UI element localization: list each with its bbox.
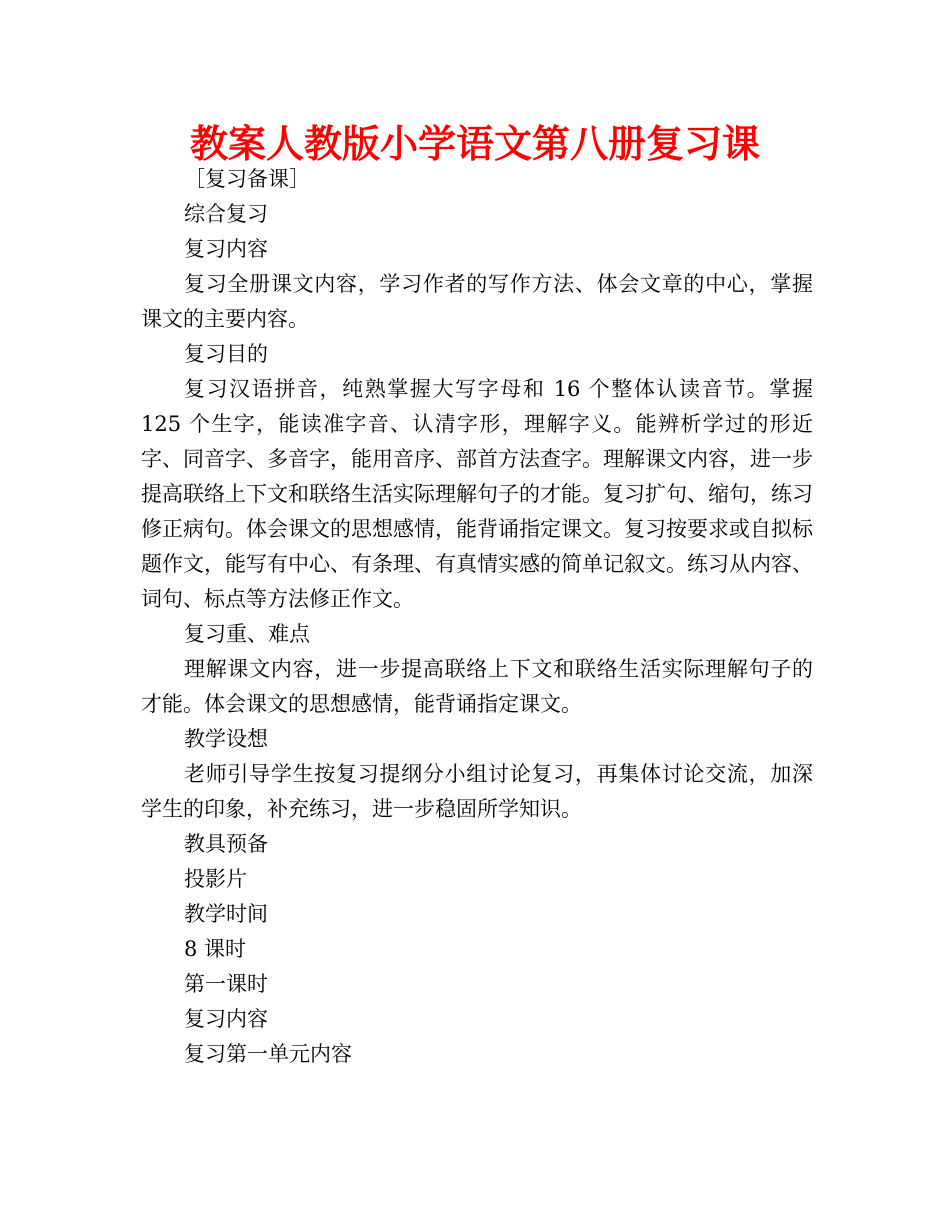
section-heading: 复习内容 [184,1007,268,1031]
section-heading: 第一课时 [184,972,268,996]
document-body [141,162,813,1072]
section-heading: 教具预备 [184,832,268,856]
paragraph: 复习汉语拼音，纯熟掌握大写字母和 16 个整体认读音节。掌握 125 个生字，能读准字音、认清字形，理解字义。能辨析学过的形近字、同音字、多音字，能用音序、部首方法查字。理解课文内容，进一步提高联络上下文和联络生活实际理解句子的才能。复习扩句、缩句，练习修正病句。体会课文的思想感情，能背诵指定课文。复习按要求或自拟标题作文，能写有中心、有条理、有真情实感的简单记叙文。练习从内容、词句、标点等方法修正作文。 [141,377,813,611]
text-line: 8 课时 [184,937,247,961]
section-heading: 复习重、难点 [184,622,310,646]
paragraph: 复习全册课文内容，学习作者的写作方法、体会文章的中心，掌握课文的主要内容。 [141,272,813,331]
text-line: 投影片 [184,867,247,891]
section-label: ［复习备课］ [184,167,310,191]
document-title: 教案人教版小学语文第八册复习课 [189,122,760,166]
paragraph: 老师引导学生按复习提纲分小组讨论复习，再集体讨论交流，加深学生的印象，补充练习，进一步稳固所学知识。 [141,762,813,821]
text-line: 复习第一单元内容 [184,1042,352,1066]
paragraph: 理解课文内容，进一步提高联络上下文和联络生活实际理解句子的才能。体会课文的思想感情，能背诵指定课文。 [141,657,813,716]
section-heading: 综合复习 [184,202,268,226]
section-heading: 教学时间 [184,902,268,926]
section-heading: 复习内容 [184,237,268,261]
section-heading: 教学设想 [184,727,268,751]
section-heading: 复习目的 [184,342,268,366]
